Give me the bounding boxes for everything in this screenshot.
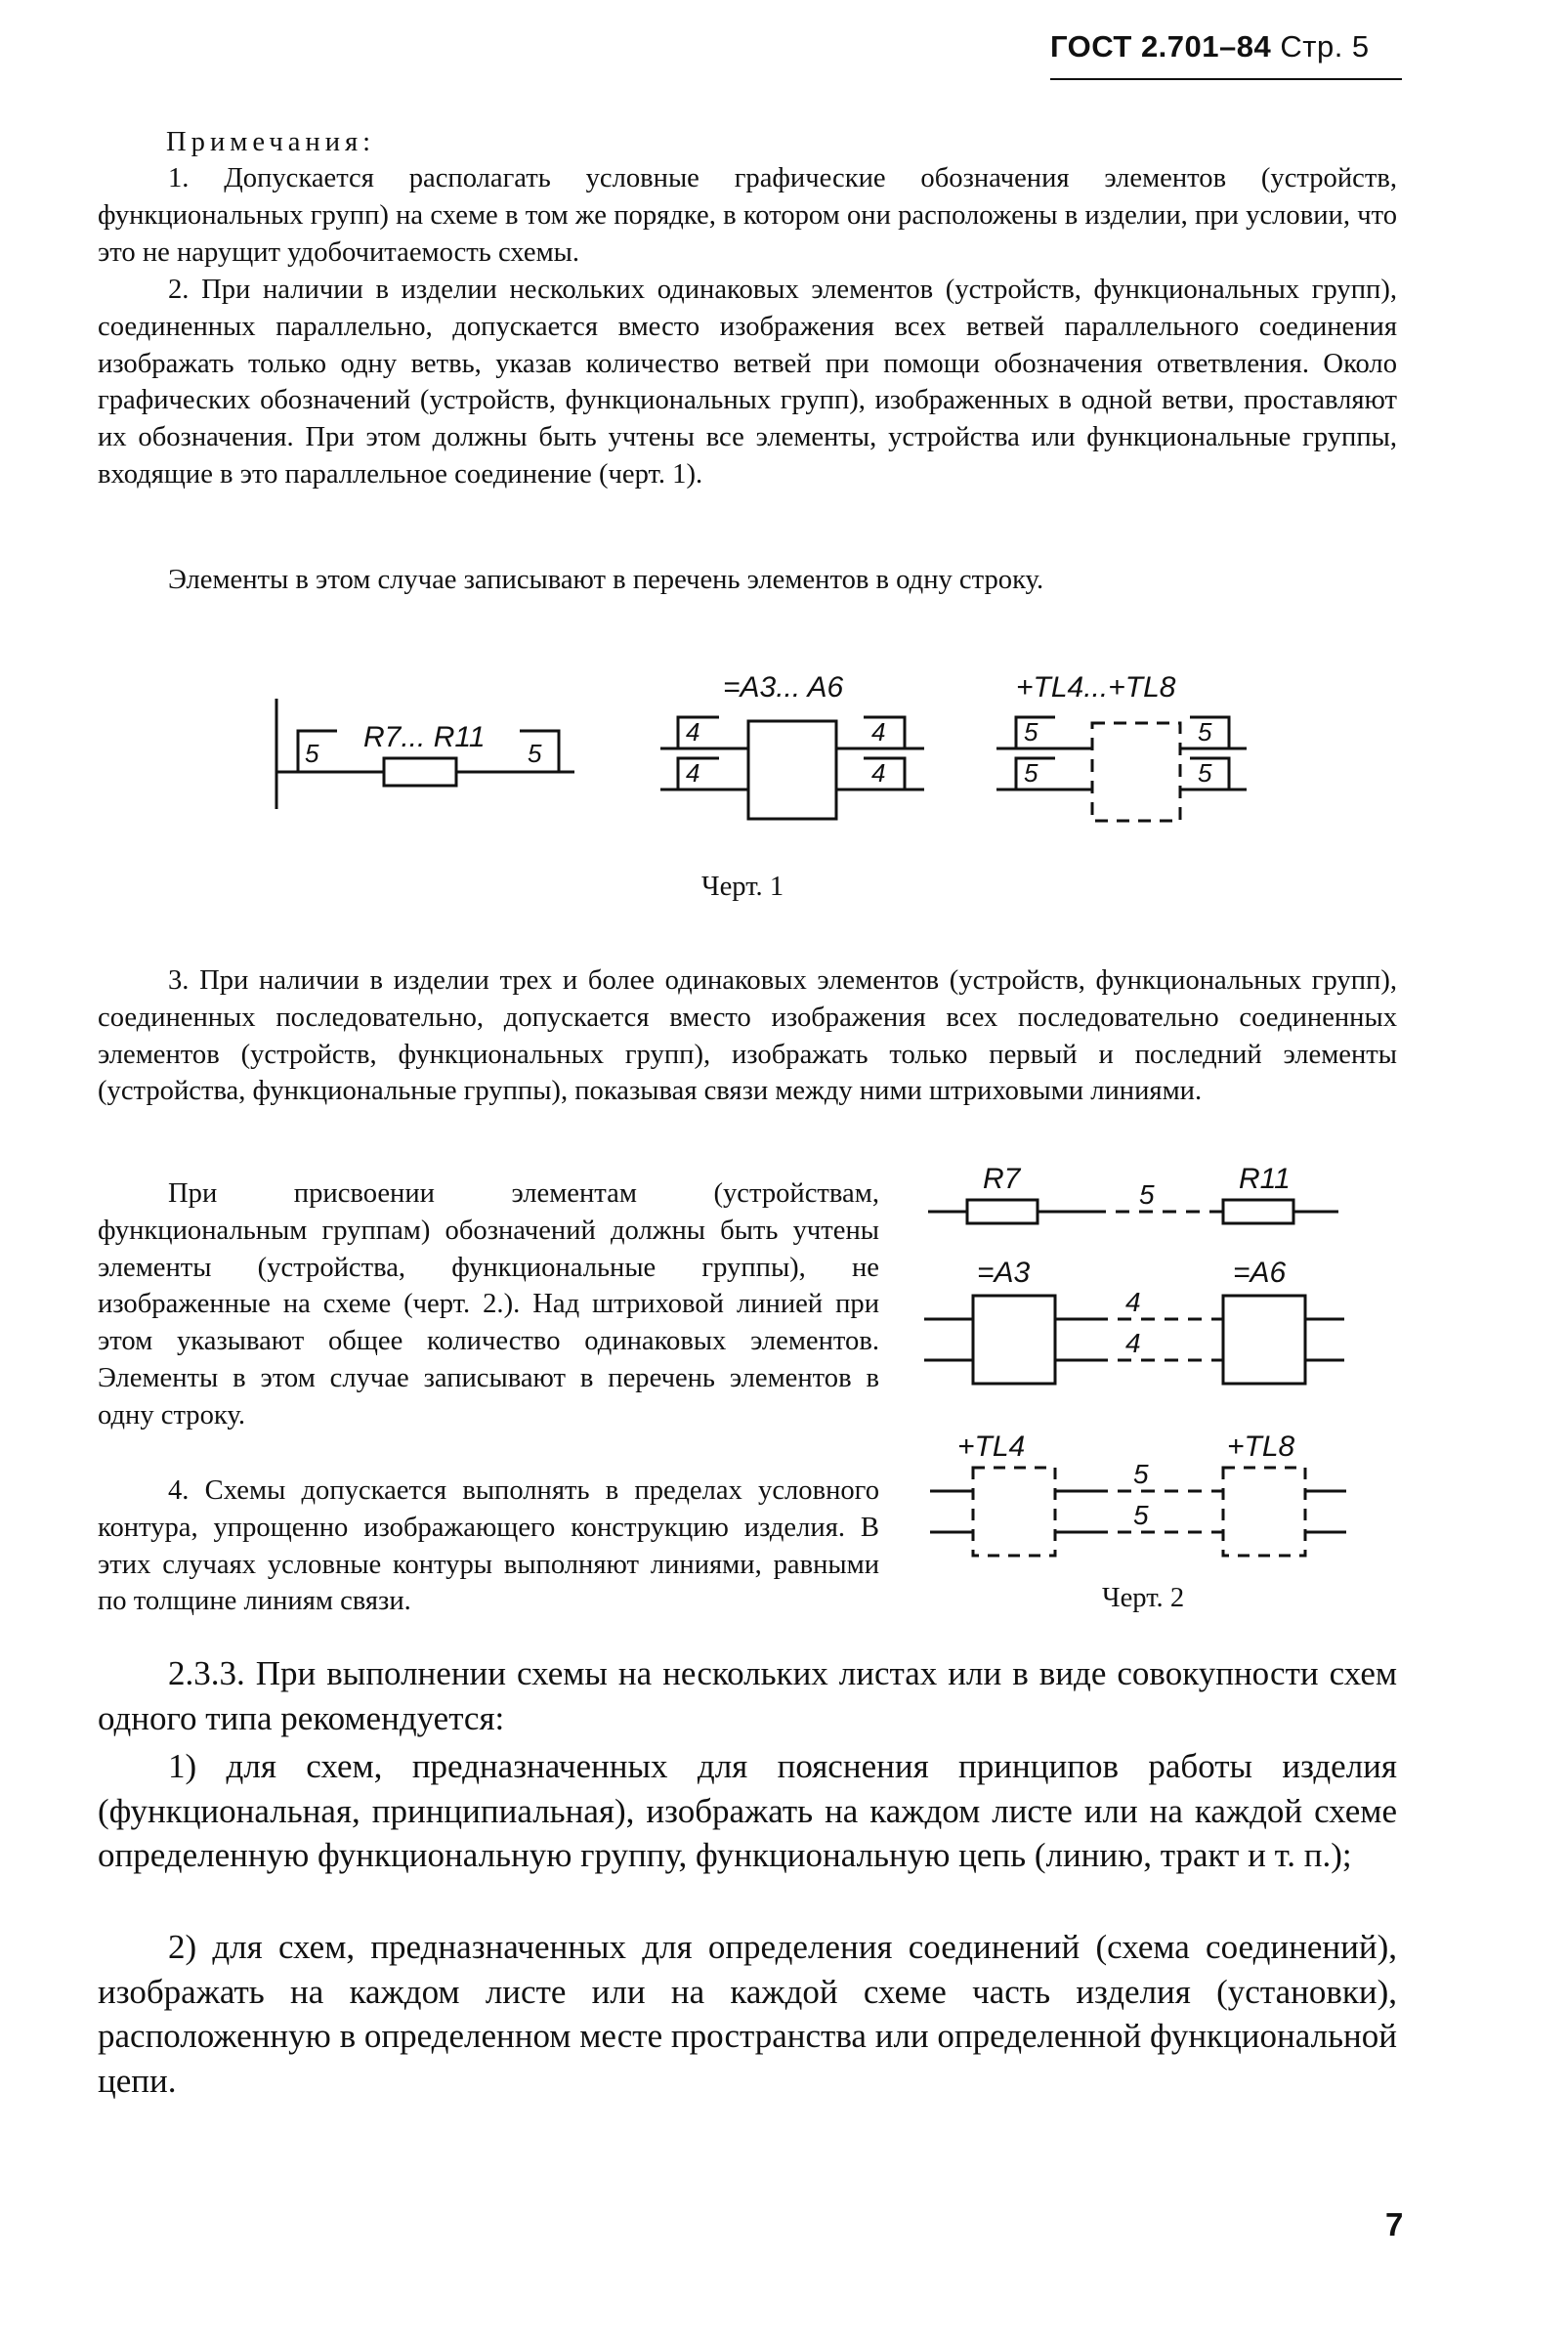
fig1-a-branch-3 xyxy=(864,717,905,748)
fig1-r-count-left: 5 xyxy=(305,739,319,768)
fig1-r-branch-right xyxy=(520,731,559,772)
fig1-tl-branch-2 xyxy=(1016,758,1055,790)
fig1-a-label: =A3... A6 xyxy=(723,671,844,704)
page-label: Стр. 5 xyxy=(1280,29,1370,64)
notes-title: Примечания: xyxy=(166,127,376,157)
note-4: 4. Схемы допускается выполнять в пределах условного контура, упрощенно изображающего конструкцию изделия. В этих случаях условные контуры выполняют линиями, равными по толщине линиям связи. xyxy=(98,1475,879,1617)
fig2-a-count-1: 4 xyxy=(1125,1287,1141,1317)
page-header xyxy=(1050,29,1370,64)
fig1-r-label: R7... R11 xyxy=(363,721,486,753)
fig2-device-last xyxy=(1223,1296,1305,1384)
note-3: 3. При наличии в изделии трех и более одинаковых элементов (устройств, функциональных групп), соединенных последовательно, допускается вместо изображения всех последовательно соединенных элементов (устройств, функциональных групп), изображать только первый и последний элементы (устройства, функциональные группы), показывая связи между ними штриховыми линиями. xyxy=(98,965,1397,1107)
fig1-tl-count-2: 5 xyxy=(1024,758,1038,788)
section-item-1: 1) для схем, предназначенных для пояснения принципов работы изделия (функциональная, принципиальная), изображать на каждом листе или на каждой схеме определенную функциональную группу, функциональную цепь (линию, тракт и т. п.); xyxy=(98,1747,1397,1875)
fig2-tl-first-label: +TL4 xyxy=(957,1430,1026,1463)
fig2-device-first xyxy=(973,1296,1055,1384)
fig1-tl-contour xyxy=(1092,723,1180,821)
fig1-a-count-2: 4 xyxy=(686,758,700,788)
fig2-r-last-label: R11 xyxy=(1239,1163,1291,1195)
fig2-tl-count-2: 5 xyxy=(1133,1500,1149,1530)
standard-number: ГОСТ 2.701–84 xyxy=(1050,29,1272,64)
fig1-tl-branch-4 xyxy=(1190,758,1229,790)
fig2-tl-first xyxy=(973,1468,1055,1556)
section-item-2: 2) для схем, предназначенных для определения соединений (схема соединений), изображать на каждом листе или на каждой схеме часть изделия (установки), расположенную в определенном месте пространства или определенной функциональной цепи. xyxy=(98,1928,1397,2100)
fig2-tl-last xyxy=(1223,1468,1305,1556)
fig1-caption: Черт. 1 xyxy=(701,872,784,902)
fig1-a-count-1: 4 xyxy=(686,717,700,747)
note-2: 2. При наличии в изделии нескольких одинаковых элементов (устройств, функциональных групп), соединенных параллельно, допускается вместо изображения всех ветвей параллельного соединения изображать только одну ветвь, указав количество ветвей при помощи обозначения ответвления. Около графических обозначений (устройств, функциональных групп), изображенных в одной ветви, проставляют их обозначения. При этом должны быть учтены все элементы, устройства или функциональные группы, входящие в это параллельное соединение (черт. 1). xyxy=(98,275,1397,490)
fig2-tl-count-1: 5 xyxy=(1133,1459,1149,1489)
page-number: 7 xyxy=(1385,2206,1404,2242)
fig2-resistor-first xyxy=(967,1200,1038,1223)
fig2-caption: Черт. 2 xyxy=(1102,1583,1185,1613)
fig2-a-last-label: =A6 xyxy=(1233,1257,1287,1289)
fig1-a-count-3: 4 xyxy=(871,717,886,747)
fig1-r-branch-left xyxy=(298,731,337,772)
note-3-continuation: При присвоении элементам (устройствам, функциональным группам) обозначений должны быть учтены элементы (устройства, функциональные группы), не изображенные на схеме (черт. 2.). Над штриховой линией при этом указывают общее количество одинаковых элементов. Элементы в этом случае записывают в перечень элементов в одну строку. xyxy=(98,1178,879,1430)
fig2-tl-last-label: +TL8 xyxy=(1227,1430,1295,1463)
fig1-device-box xyxy=(748,721,836,819)
fig2-resistor-last xyxy=(1223,1200,1293,1223)
section-2-3-3: 2.3.3. При выполнении схемы на нескольких листах или в виде совокупности схем одного типа рекомендуется: xyxy=(98,1654,1397,1737)
fig1-tl-branch-1 xyxy=(1016,717,1055,748)
fig1-a-branch-2 xyxy=(678,758,719,790)
header-rule xyxy=(1050,78,1402,80)
fig1-a-branch-1 xyxy=(678,717,719,748)
fig2-r-first-label: R7 xyxy=(983,1163,1021,1195)
fig1-tl-count-4: 5 xyxy=(1198,758,1212,788)
note-1: 1. Допускается располагать условные графические обозначения элементов (устройств, функциональных групп) на схеме в том же порядке, в котором они расположены в изделии, при условии, что это не нарущит удобочитаемость схемы. xyxy=(98,163,1397,268)
fig1-tl-label: +TL4...+TL8 xyxy=(1016,671,1176,704)
fig2-a-count-2: 4 xyxy=(1125,1328,1141,1358)
fig1-tl-count-1: 5 xyxy=(1024,717,1038,747)
fig1-tl-count-3: 5 xyxy=(1198,717,1212,747)
fig1-tl-branch-3 xyxy=(1190,717,1229,748)
fig1-a-branch-4 xyxy=(864,758,905,790)
note-2-continuation: Элементы в этом случае записывают в перечень элементов в одну строку. xyxy=(168,565,1044,595)
fig1-a-count-4: 4 xyxy=(871,758,886,788)
fig1-r-count-right: 5 xyxy=(528,739,542,768)
fig2-a-first-label: =A3 xyxy=(977,1257,1031,1289)
fig1-resistor xyxy=(384,758,456,786)
fig2-r-count: 5 xyxy=(1139,1179,1155,1210)
